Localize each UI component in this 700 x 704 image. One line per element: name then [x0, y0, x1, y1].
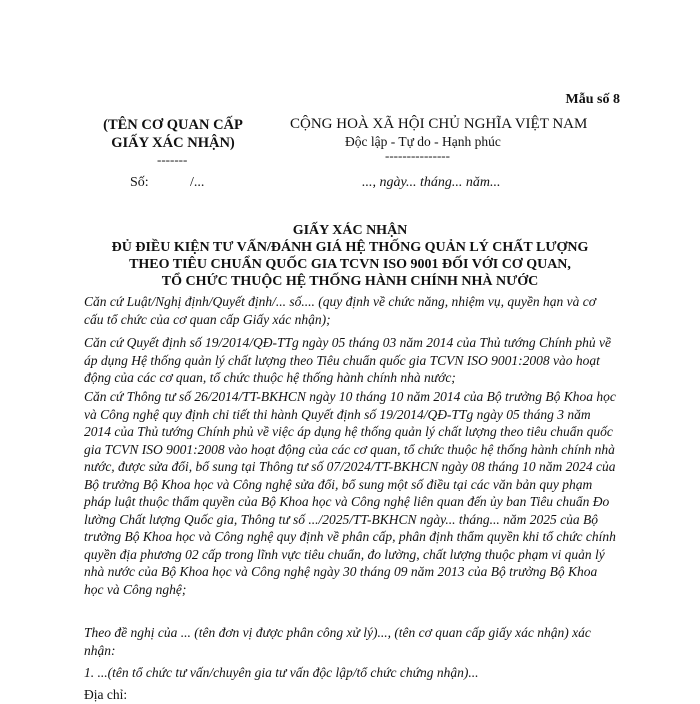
- national-title: CỘNG HOÀ XÃ HỘI CHỦ NGHĨA VIỆT NAM: [290, 116, 588, 132]
- address-label: Địa chỉ:: [84, 687, 128, 702]
- legal-basis-3: Căn cứ Thông tư số 26/2014/TT-BKHCN ngày 10 tháng 10 năm 2014 của Bộ trưởng Bộ Khoa học và Công nghệ quy định chi tiết thi hành Quyết định số 19/2014/QĐ-TTg ngày 05 tháng 3 năm 2014 của Thủ tướng Chính phủ về việc áp dụng hệ thống quản lý chất lượng theo tiêu chuẩn quốc gia TCVN ISO 9001:2008 vào hoạt động của các cơ quan, tổ chức thuộc hệ thống hành chính nhà nước, được sửa đổi, bổ sung tại Thông tư số 07/2024/TT-BKHCN ngày 08 tháng 10 năm 2024 của Bộ trưởng Bộ Khoa học và Công nghệ sửa đổi, bổ sung một số điều tại các văn bản quy phạm pháp luật thuộc thẩm quyền của Bộ Khoa học và Công nghệ liên quan đến ủy ban Tiêu chuẩn Đo lường Chất lượng Quốc gia, Thông tư số .../2025/TT-BKHCN ngày... tháng... năm 2025 của Bộ trưởng Bộ Khoa học và Công nghệ quy định về phân cấp, phân định thẩm quyền khi tổ chức chính quyền địa phương 02 cấp trong lĩnh vực tiêu chuẩn, đo lường, chất lượng thuộc phạm vi quản lý nhà nước của Bộ Khoa học và Công nghệ ngày 30 tháng 09 năm 2013 của Bộ trưởng Bộ Khoa học và Công nghệ;: [84, 389, 616, 597]
- title-line-1: GIẤY XÁC NHẬN: [292, 223, 408, 238]
- legal-basis-2: Căn cứ Quyết định số 19/2014/QĐ-TTg ngày 05 tháng 03 năm 2014 của Thủ tướng Chính phủ về áp dụng Hệ thống quản lý chất lượng theo Tiêu chuẩn quốc gia TCVN ISO 9001:2008 vào hoạt động của các cơ quan, tổ chức thuộc hệ thống hành chính nhà nước;: [84, 335, 612, 385]
- place-date: ..., ngày... tháng... năm...: [362, 175, 501, 190]
- document-number-label: Số:: [130, 175, 149, 190]
- issuing-agency-line2: GIẤY XÁC NHẬN): [111, 135, 235, 151]
- item-1: 1. ...(tên tổ chức tư vấn/chuyên gia tư vấn độc lập/tổ chức chứng nhận)...: [84, 665, 479, 680]
- agency-divider: -------: [157, 152, 188, 167]
- title-line-3: THEO TIÊU CHUẨN QUỐC GIA TCVN ISO 9001 ĐỐI VỚI CƠ QUAN,: [129, 257, 571, 272]
- motto-divider: ---------------: [385, 148, 450, 163]
- title-line-2: ĐỦ ĐIỀU KIỆN TƯ VẤN/ĐÁNH GIÁ HỆ THỐNG QUẢN LÝ CHẤT LƯỢNG: [111, 240, 589, 255]
- document-title: [70, 222, 630, 290]
- title-line-4: TỔ CHỨC THUỘC HỆ THỐNG HÀNH CHÍNH NHÀ NƯỚC: [161, 274, 539, 289]
- issuing-agency: [90, 116, 256, 152]
- legal-basis-1: Căn cứ Luật/Nghị định/Quyết định/... số.... (quy định về chức năng, nhiệm vụ, quyền hạn và cơ cấu tổ chức của cơ quan cấp Giấy xác nhận);: [84, 294, 596, 327]
- form-number: Mẫu số 8: [565, 92, 620, 107]
- proposal-paragraph: Theo đề nghị của ... (tên đơn vị được phân công xử lý)..., (tên cơ quan cấp giấy xác nhận) xác nhận:: [84, 625, 591, 658]
- national-motto: Độc lập - Tự do - Hạnh phúc: [345, 134, 501, 149]
- document-number-value: /...: [190, 175, 205, 190]
- issuing-agency-line1: (TÊN CƠ QUAN CẤP: [103, 117, 243, 133]
